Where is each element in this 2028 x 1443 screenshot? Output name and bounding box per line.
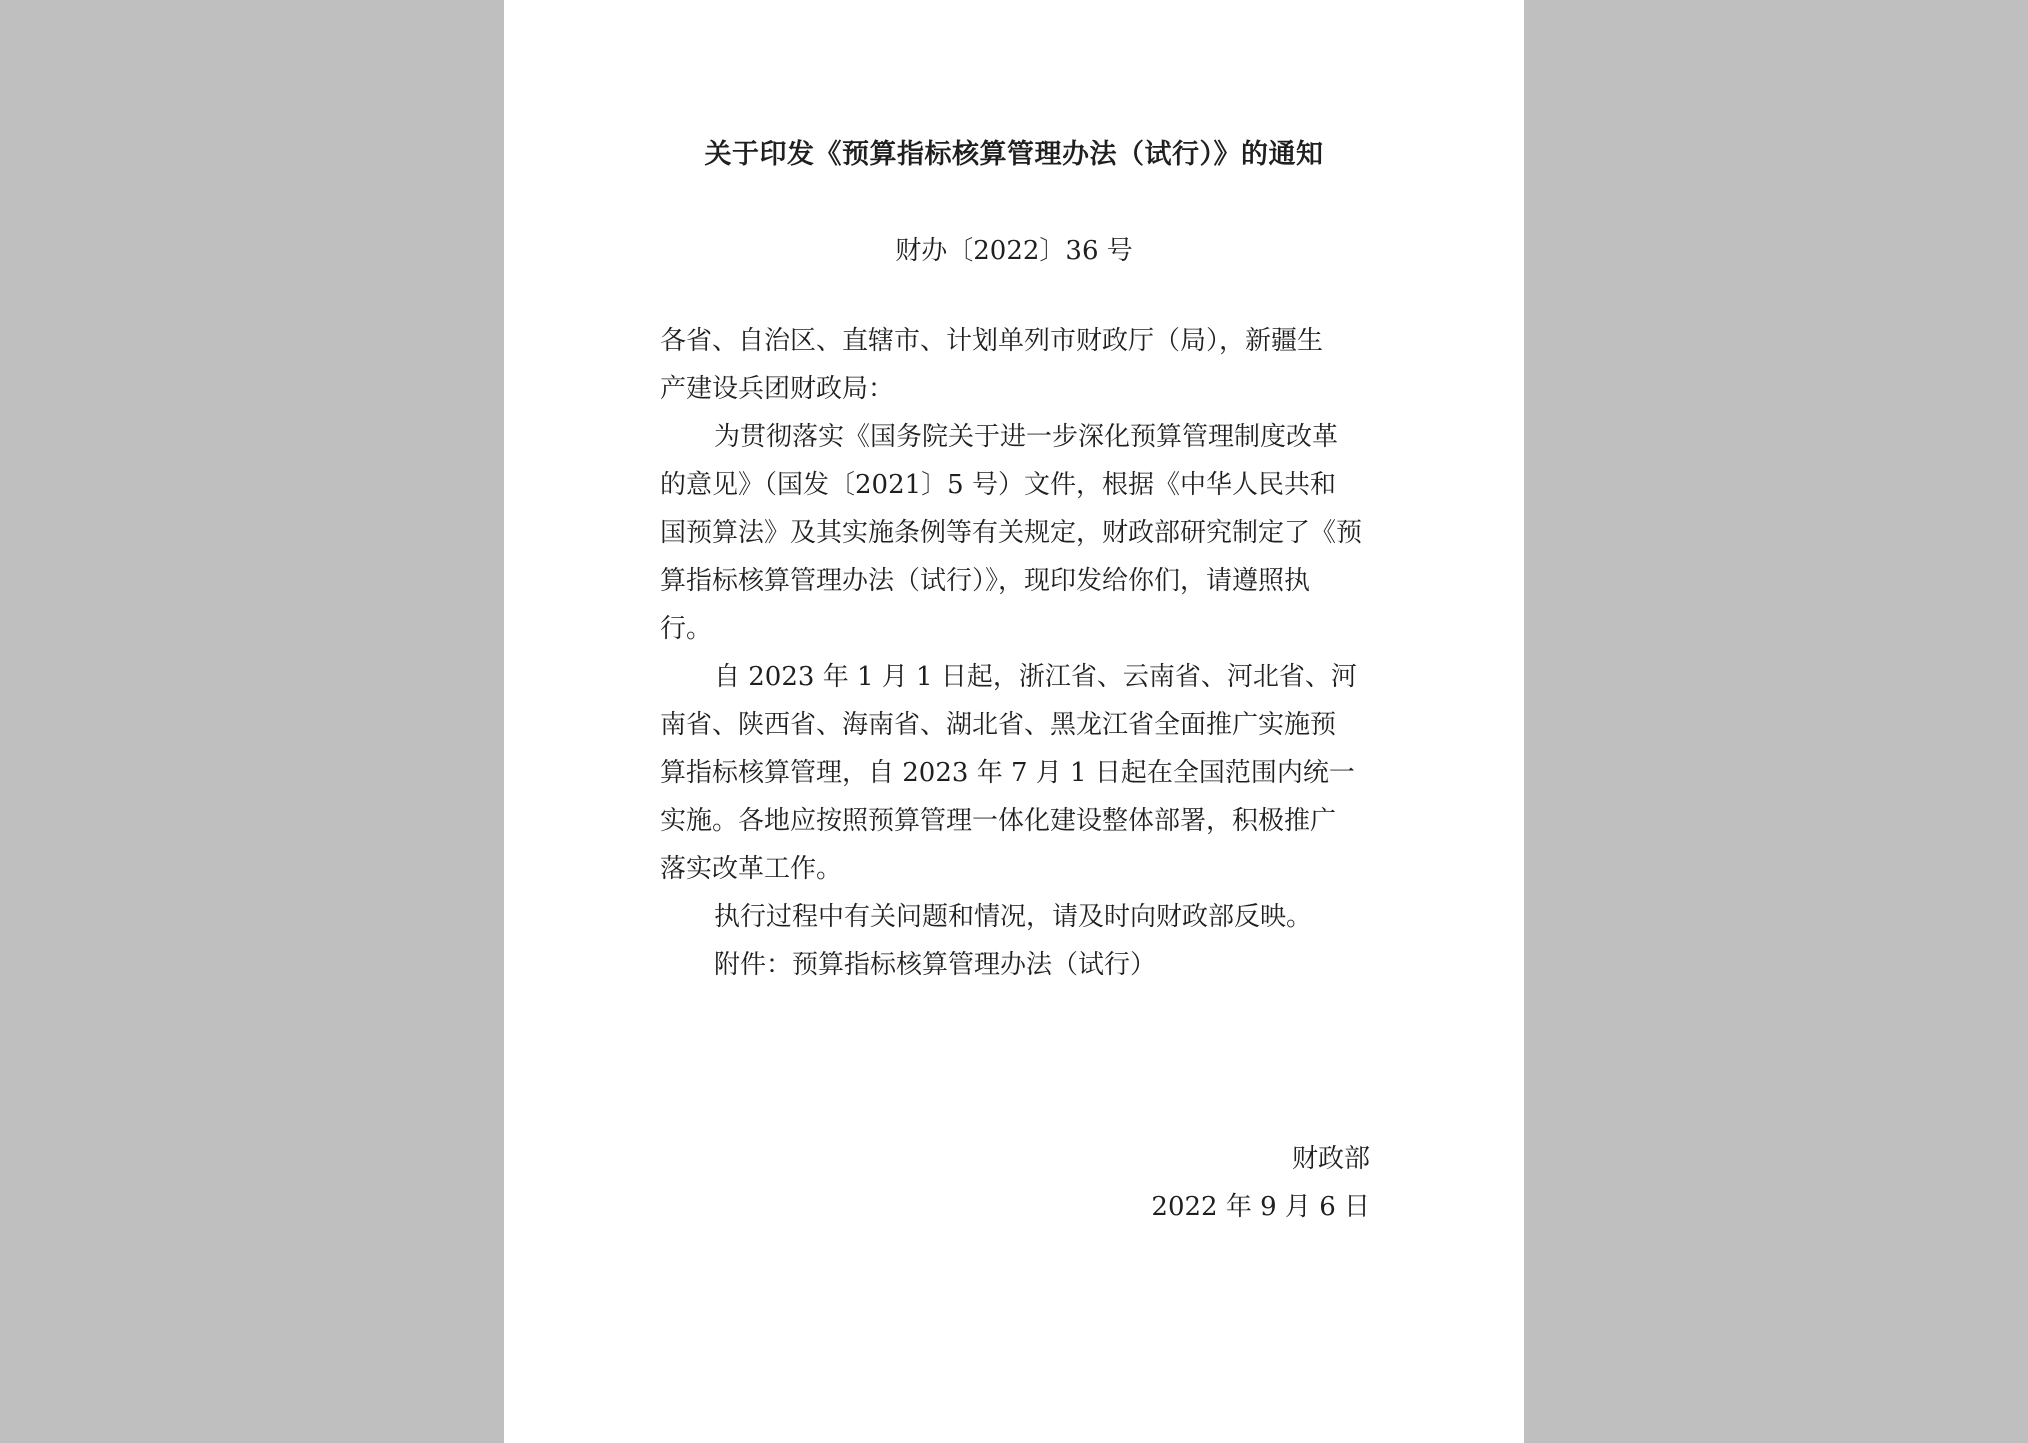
paragraph-1-line-2: 的意见》（国发〔2021〕5 号）文件，根据《中华人民共和 <box>660 470 1336 500</box>
signature: 财政部 <box>1291 1144 1370 1174</box>
document-number: 财办〔2022〕36 号 <box>895 236 1133 266</box>
paragraph-2-line-4: 实施。各地应按照预算管理一体化建设整体部署，积极推广 <box>660 806 1337 836</box>
addressee-line-1: 各省、自治区、直辖市、计划单列市财政厅（局），新疆生 <box>660 326 1324 356</box>
paragraph-1-line-4: 算指标核算管理办法（试行）》，现印发给你们，请遵照执 <box>660 566 1311 596</box>
attachment-line: 附件：预算指标核算管理办法（试行） <box>714 950 1157 980</box>
document-page <box>504 0 1524 1443</box>
paragraph-1-line-5: 行。 <box>660 614 713 644</box>
paragraph-2-line-5: 落实改革工作。 <box>660 854 843 884</box>
paragraph-1-line-3: 国预算法》及其实施条例等有关规定，财政部研究制定了《预 <box>660 518 1363 548</box>
paragraph-2-line-2: 南省、陕西省、海南省、湖北省、黑龙江省全面推广实施预 <box>660 710 1337 740</box>
paragraph-3: 执行过程中有关问题和情况，请及时向财政部反映。 <box>714 902 1313 932</box>
document-title: 关于印发《预算指标核算管理办法（试行）》的通知 <box>704 139 1324 170</box>
document-date: 2022 年 9 月 6 日 <box>1151 1192 1370 1222</box>
addressee-line-2: 产建设兵团财政局： <box>660 374 895 404</box>
paragraph-1-line-1: 为贯彻落实《国务院关于进一步深化预算管理制度改革 <box>714 422 1339 452</box>
paragraph-2-line-3: 算指标核算管理，自 2023 年 7 月 1 日起在全国范围内统一 <box>660 758 1355 788</box>
paragraph-2-line-1: 自 2023 年 1 月 1 日起，浙江省、云南省、河北省、河 <box>714 662 1357 692</box>
